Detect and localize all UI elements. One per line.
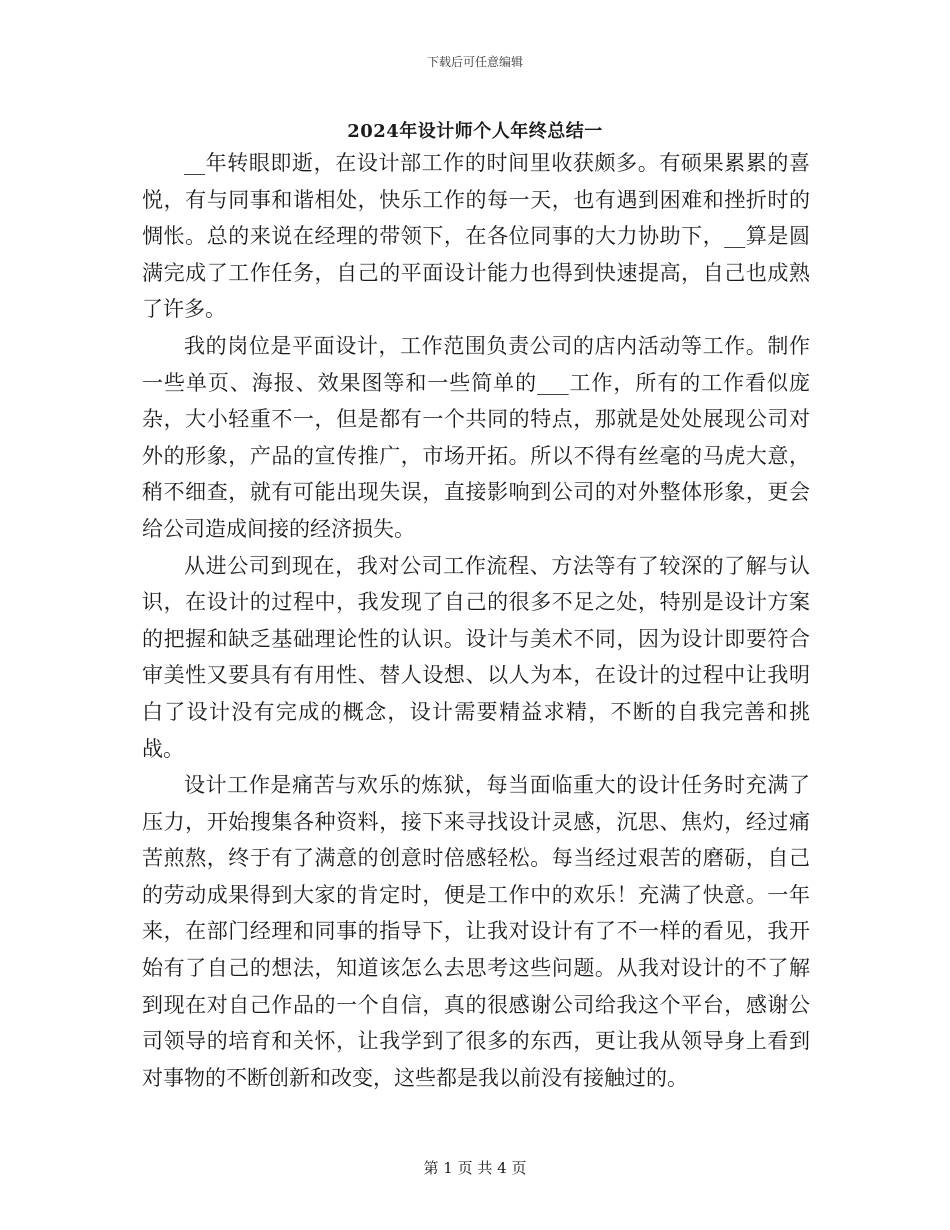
- page-number: 第 1 页 共 4 页: [423, 1159, 527, 1177]
- document-title: 2024年设计师个人年终总结一: [347, 121, 603, 142]
- header-note: 下载后可任意编辑: [426, 55, 523, 69]
- paragraph: 设计工作是痛苦与欢乐的炼狱，每当面临重大的设计任务时充满了压力，开始搜集各种资料，接下来寻找设计灵感，沉思、焦灼，经过痛苦煎熬，终于有了满意的创意时倍感轻松。每当经过艰苦的磨砺，自己的劳动成果得到大家的肯定时，便是工作中的欢乐！充满了快意。一年来，在部门经理和同事的指导下，让我对设计有了不一样的看见，我开始有了自己的想法，知道该怎么去思考这些问题。从我对设计的不了解到现在对自己作品的一个自信，真的很感谢公司给我这个平台，感谢公司领导的培育和关怀，让我学到了很多的东西，更让我从领导身上看到对事物的不断创新和改变，这些都是我以前没有接触过的。: [142, 773, 810, 1090]
- paragraph: 我的岗位是平面设计，工作范围负责公司的店内活动等工作。制作一些单页、海报、效果图等和一些简单的___工作，所有的工作看似庞杂，大小轻重不一，但是都有一个共同的特点，那就是处处展现公司对外的形象，产品的宣传推广，市场开拓。所以不得有丝毫的马虎大意，稍不细查，就有可能出现失误，直接影响到公司的对外整体形象，更会给公司造成间接的经济损失。: [142, 333, 810, 541]
- paragraph: 从进公司到现在，我对公司工作流程、方法等有了较深的了解与认识，在设计的过程中，我发现了自己的很多不足之处，特别是设计方案的把握和缺乏基础理论性的认识。设计与美术不同，因为设计即要符合审美性又要具有有用性、替人设想、以人为本，在设计的过程中让我明白了设计没有完成的概念，设计需要精益求精，不断的自我完善和挑战。: [142, 553, 810, 761]
- paragraph: __年转眼即逝，在设计部工作的时间里收获颇多。有硕果累累的喜悦，有与同事和谐相处，快乐工作的每一天，也有遇到困难和挫折时的惆怅。总的来说在经理的带领下，在各位同事的大力协助下，__算是圆满完成了工作任务，自己的平面设计能力也得到快速提高，自己也成熟了许多。: [142, 151, 810, 322]
- document-body: [142, 145, 810, 1096]
